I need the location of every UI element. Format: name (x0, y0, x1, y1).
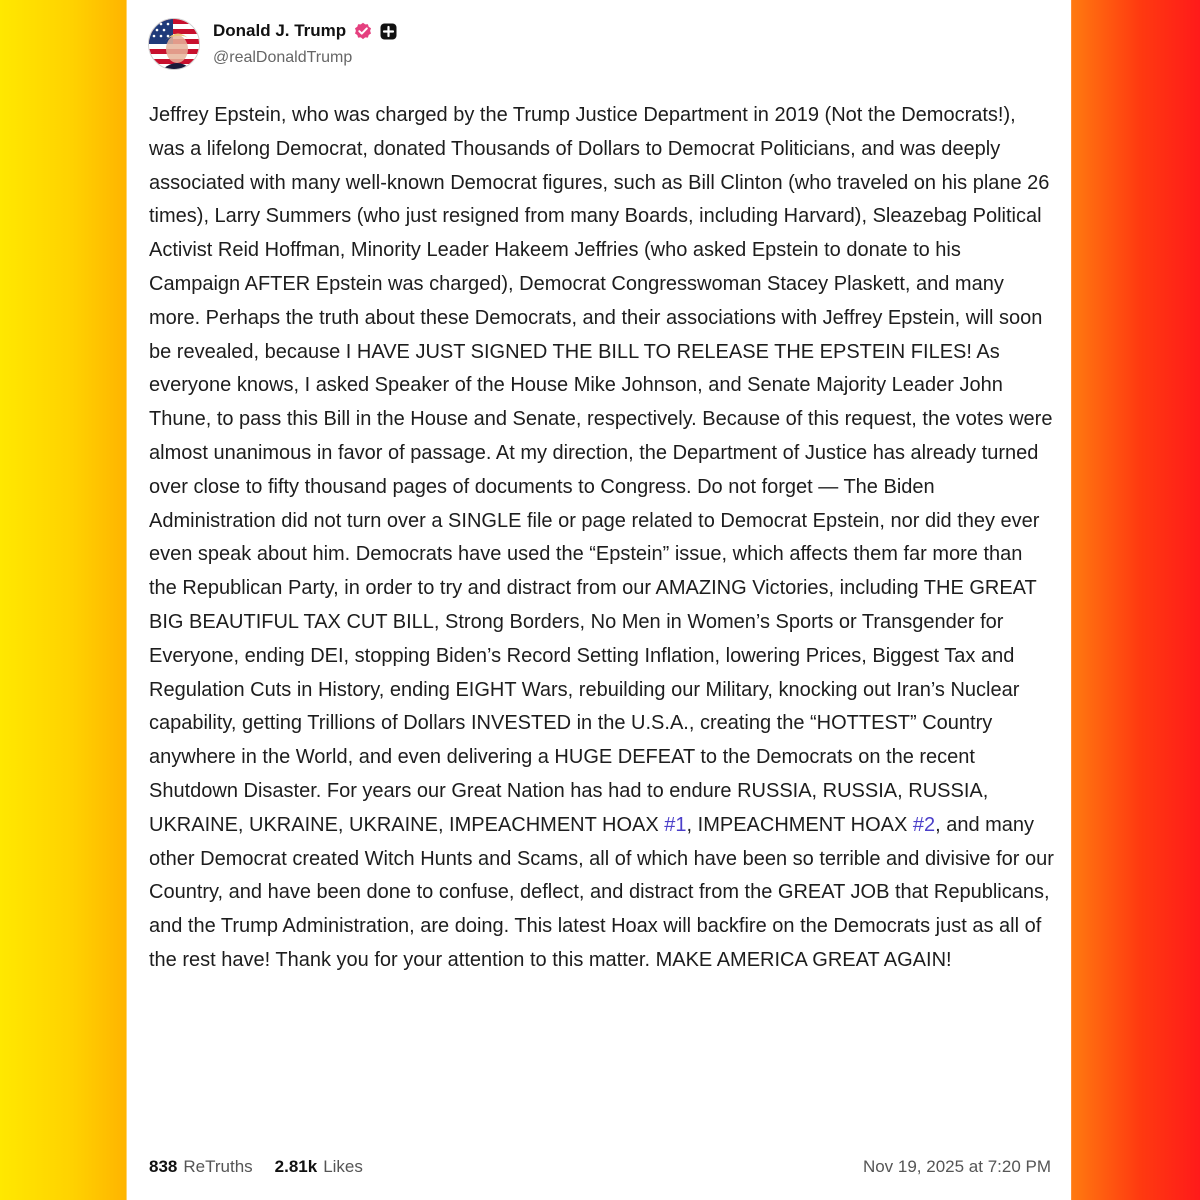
retruths-count[interactable]: 838 (149, 1157, 178, 1176)
avatar[interactable] (148, 18, 200, 70)
post-card (128, 0, 1071, 1200)
hashtag-link[interactable]: #1 (664, 813, 687, 836)
post-body-text: , and many other Democrat created Witch Hunts and Scams, all of which have been so terrible and divisive for our Country, and have been done to confuse, deflect, and distract from the GREAT JOB that Republicans, and the Trump Administration, are doing. This latest Hoax will backfire on the Democrats just as all of the rest have! Thank you for your attention to this matter. MAKE AMERICA GREAT AGAIN! (149, 813, 1054, 971)
post-footer (149, 1157, 1051, 1185)
post-body (149, 99, 1054, 978)
likes-count[interactable]: 2.81k (274, 1157, 318, 1176)
author-display-name[interactable]: Donald J. Trump (213, 21, 347, 40)
retruths-label[interactable]: ReTruths (183, 1157, 253, 1176)
hashtag-link[interactable]: #2 (912, 813, 936, 836)
post-stats (149, 1157, 363, 1177)
american-flag-portrait-avatar-icon (149, 19, 199, 69)
post-body-text: , IMPEACHMENT HOAX (686, 813, 913, 836)
author-handle[interactable]: @realDonaldTrump (213, 49, 353, 66)
post-timestamp[interactable]: Nov 19, 2025 at 7:20 PM (862, 1157, 1051, 1176)
author-name-row (213, 21, 397, 41)
likes-label[interactable]: Likes (323, 1157, 363, 1176)
post-header (148, 18, 748, 72)
plus-badge-icon (380, 23, 397, 40)
post-body-text: Jeffrey Epstein, who was charged by the Trump Justice Department in 2019 (Not the Democrats!), was a lifelong Democrat, donated Thousands of Dollars to Democrat Politicians, and was deeply associated with many well-known Democrat figures, such as Bill Clinton (who traveled on his plane 26 times), Larry Summers (who just resigned from many Boards, including Harvard), Sleazebag Political Activist Reid Hoffman, Minority Leader Hakeem Jeffries (who asked Epstein to donate to his Campaign AFTER Epstein was charged), Democrat Congresswoman Stacey Plaskett, and many more. Perhaps the truth about these Democrats, and their associations with Jeffrey Epstein, will soon be revealed, because I HAVE JUST SIGNED THE BILL TO RELEASE THE EPSTEIN FILES! As everyone knows, I asked Speaker of the House Mike Johnson, and Senate Majority Leader John Thune, to pass this Bill in the House and Senate, respectively. Because of this request, the votes were almost unanimous in favor of passage. At my direction, the Department of Justice has already turned over close to fifty thousand pages of documents to Congress. Do not forget — The Biden Administration did not turn over a SINGLE file or page related to Democrat Epstein, nor did they ever even speak about him. Democrats have used the “Epstein” issue, which affects them far more than the Republican Party, in order to try and distract from our AMAZING Victories, including THE GREAT BIG BEAUTIFUL TAX CUT BILL, Strong Borders, No Men in Women’s Sports or Transgender for Everyone, ending DEI, stopping Biden’s Record Setting Inflation, lowering Prices, Biggest Tax and Regulation Cuts in History, ending EIGHT Wars, rebuilding our Military, knocking out Iran’s Nuclear capability, getting Trillions of Dollars INVESTED in the U.S.A., creating the “HOTTEST” Country anywhere in the World, and even delivering a HUGE DEFEAT to the Democrats on the recent Shutdown Disaster. For years our Great Nation has had to endure RUSSIA, RUSSIA, RUSSIA, UKRAINE, UKRAINE, UKRAINE, IMPEACHMENT HOAX (149, 104, 1053, 836)
verified-badge-icon (354, 22, 372, 40)
